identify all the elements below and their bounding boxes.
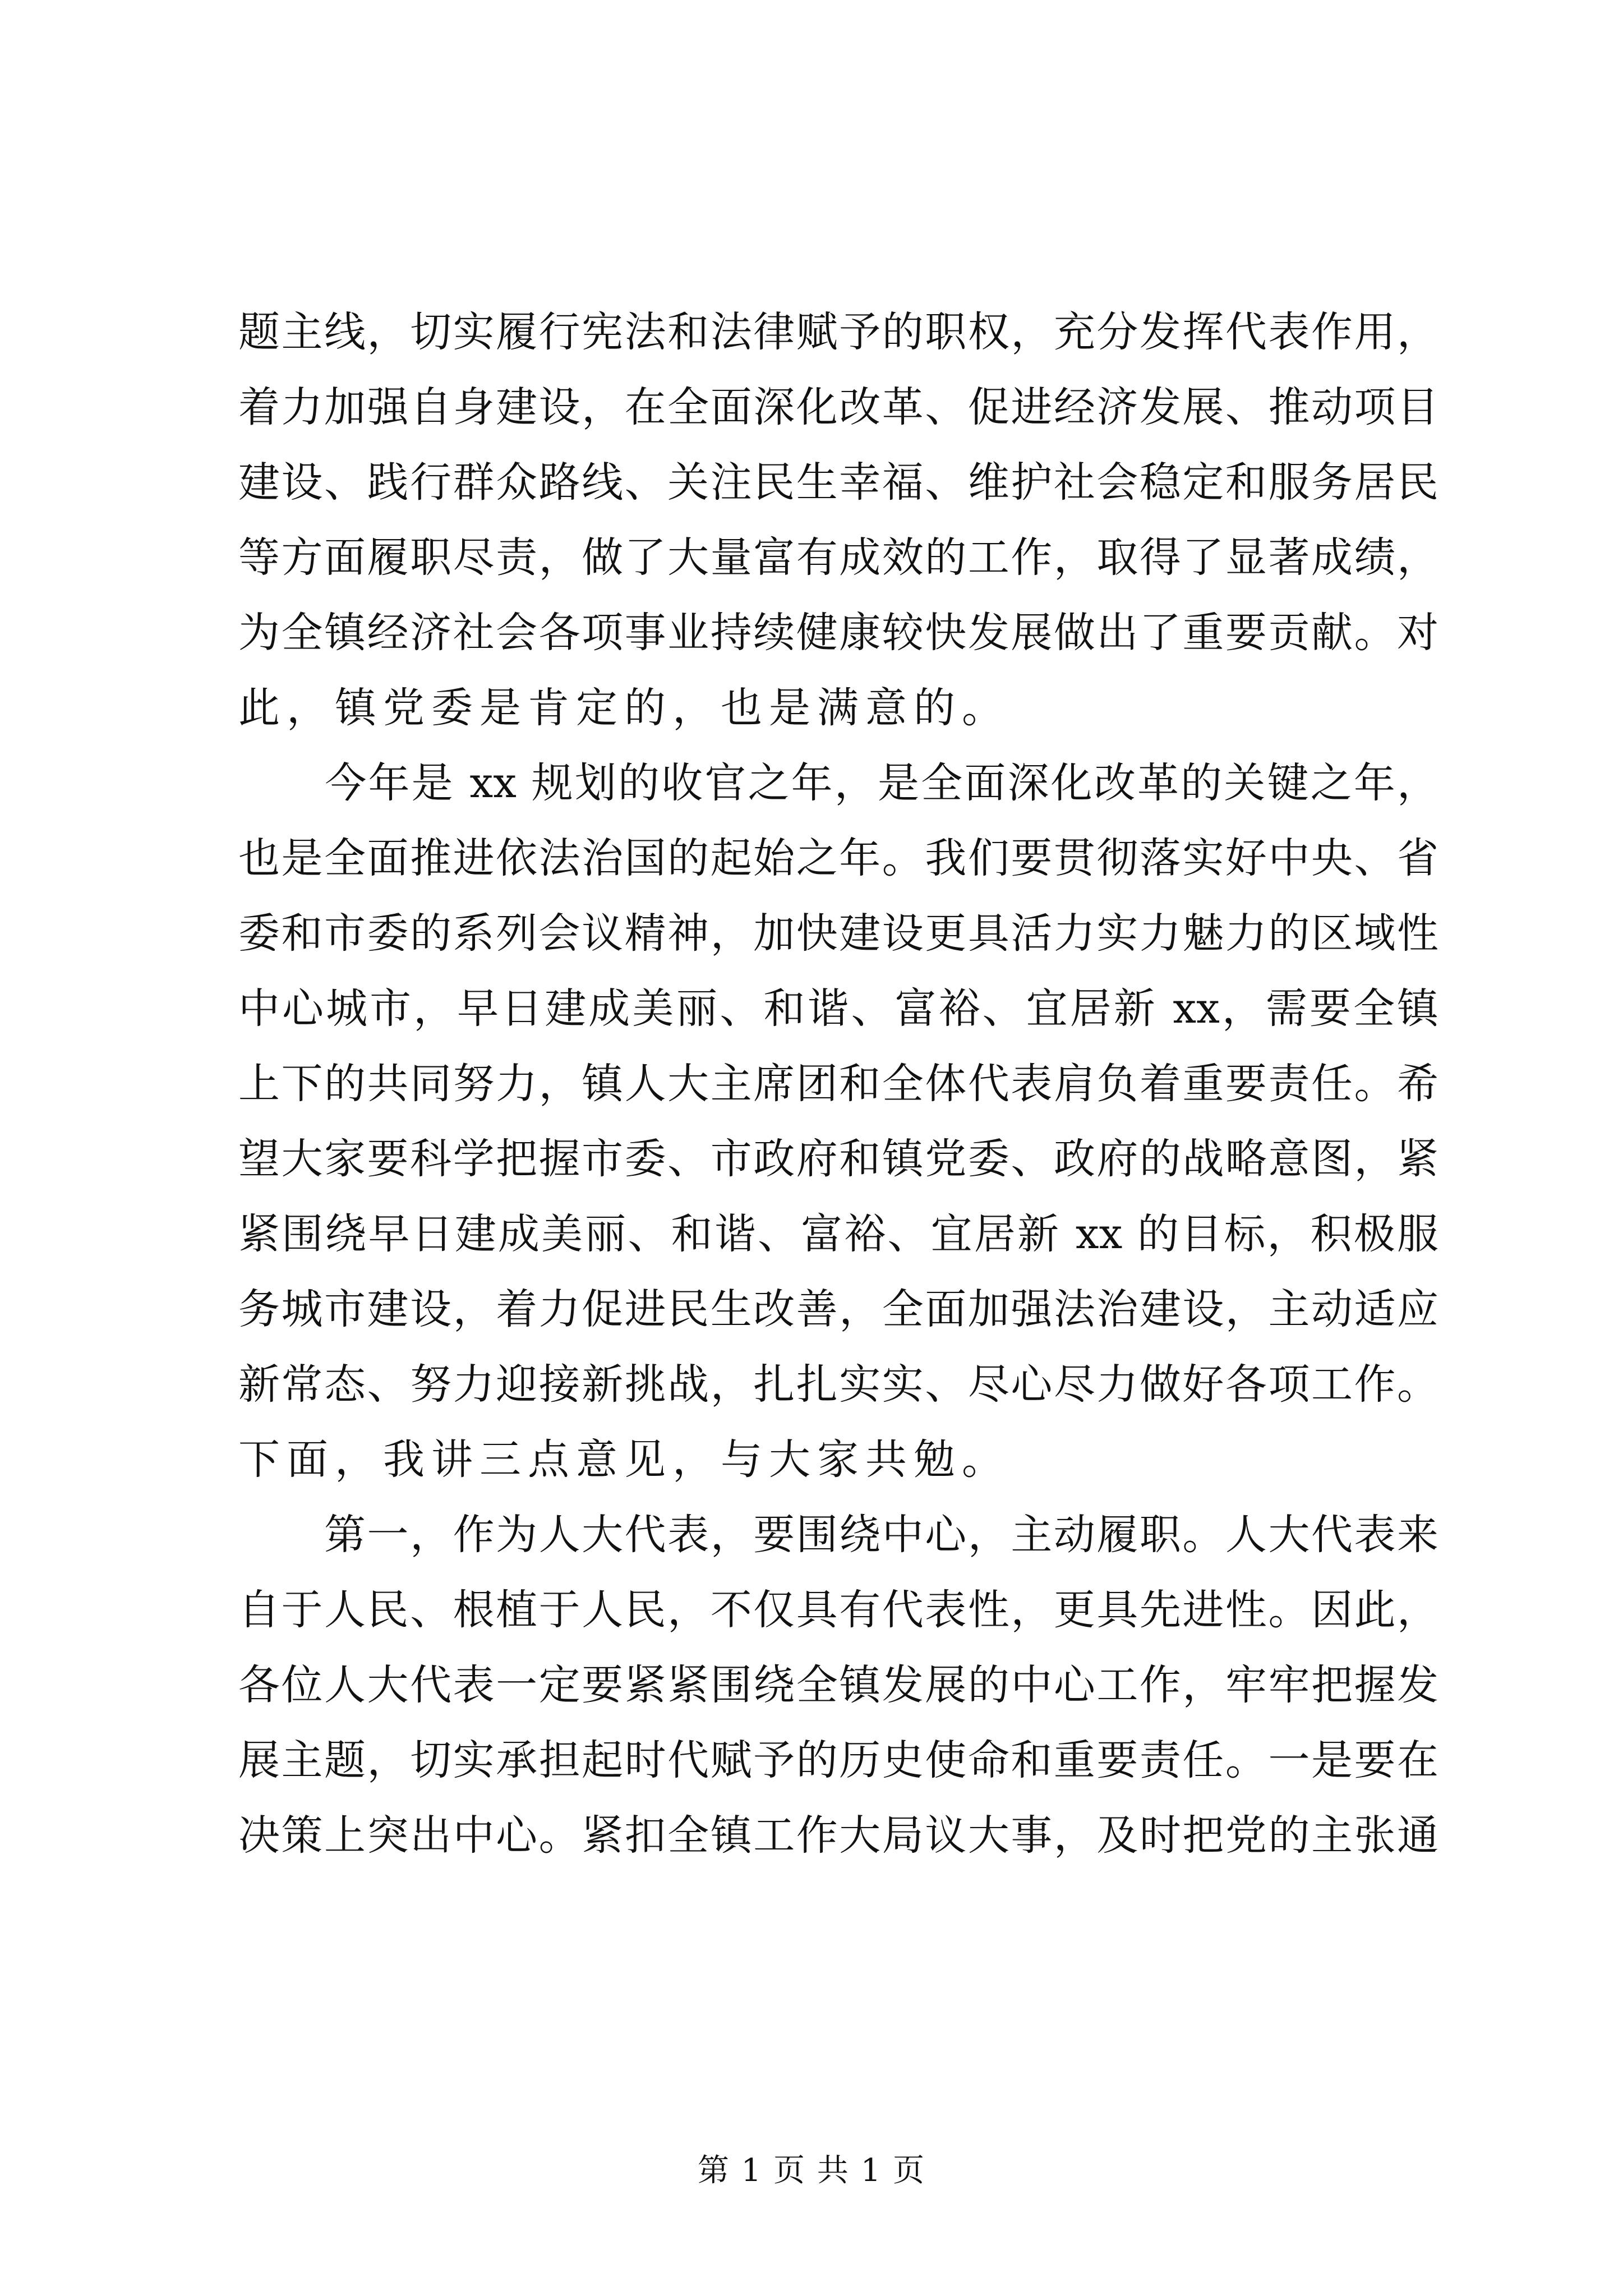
document-body bbox=[238, 295, 1438, 1873]
text-line: 此，镇党委是肯定的，也是满意的。 bbox=[238, 684, 1010, 732]
text-line: 务城市建设，着力促进民生改善，全面加强法治建设，主动适应 bbox=[238, 1285, 1438, 1333]
text-line: 下面，我讲三点意见，与大家共勉。 bbox=[238, 1435, 1010, 1484]
paragraph bbox=[238, 295, 1438, 746]
text-line: 展主题，切实承担起时代赋予的历史使命和重要责任。一是要在 bbox=[238, 1736, 1438, 1784]
text-line: 自于人民、根植于人民，不仅具有代表性，更具先进性。因此， bbox=[238, 1586, 1438, 1634]
text-line: 今年是 xx 规划的收官之年，是全面深化改革的关键之年， bbox=[238, 759, 1438, 807]
text-line: 等方面履职尽责，做了大量富有成效的工作，取得了显著成绩， bbox=[238, 533, 1438, 582]
text-line: 第一，作为人大代表，要围绕中心，主动履职。人大代表来 bbox=[238, 1511, 1438, 1559]
text-line: 着力加强自身建设，在全面深化改革、促进经济发展、推动项目 bbox=[238, 383, 1438, 431]
text-line: 建设、践行群众路线、关注民生幸福、维护社会稳定和服务居民 bbox=[238, 458, 1438, 507]
text-line: 紧围绕早日建成美丽、和谐、富裕、宜居新 xx 的目标，积极服 bbox=[238, 1210, 1438, 1258]
paragraph bbox=[238, 746, 1438, 1497]
text-line: 中心城市，早日建成美丽、和谐、富裕、宜居新 xx，需要全镇 bbox=[238, 984, 1438, 1033]
text-line: 题主线，切实履行宪法和法律赋予的职权，充分发挥代表作用， bbox=[238, 308, 1438, 356]
text-line: 新常态、努力迎接新挑战，扎扎实实、尽心尽力做好各项工作。 bbox=[238, 1360, 1438, 1409]
paragraph bbox=[238, 1497, 1438, 1873]
text-line: 望大家要科学把握市委、市政府和镇党委、政府的战略意图，紧 bbox=[238, 1135, 1438, 1183]
text-line: 各位人大代表一定要紧紧围绕全镇发展的中心工作，牢牢把握发 bbox=[238, 1661, 1438, 1709]
text-line: 委和市委的系列会议精神，加快建设更具活力实力魅力的区域性 bbox=[238, 909, 1438, 958]
text-line: 上下的共同努力，镇人大主席团和全体代表肩负着重要责任。希 bbox=[238, 1060, 1438, 1108]
page-footer bbox=[0, 2151, 1623, 2191]
text-line: 决策上突出中心。紧扣全镇工作大局议大事，及时把党的主张通 bbox=[238, 1811, 1438, 1860]
text-line: 也是全面推进依法治国的起始之年。我们要贯彻落实好中央、省 bbox=[238, 834, 1438, 882]
text-line: 为全镇经济社会各项事业持续健康较快发展做出了重要贡献。对 bbox=[238, 609, 1438, 657]
page-number: 第 1 页 共 1 页 bbox=[697, 2152, 926, 2189]
